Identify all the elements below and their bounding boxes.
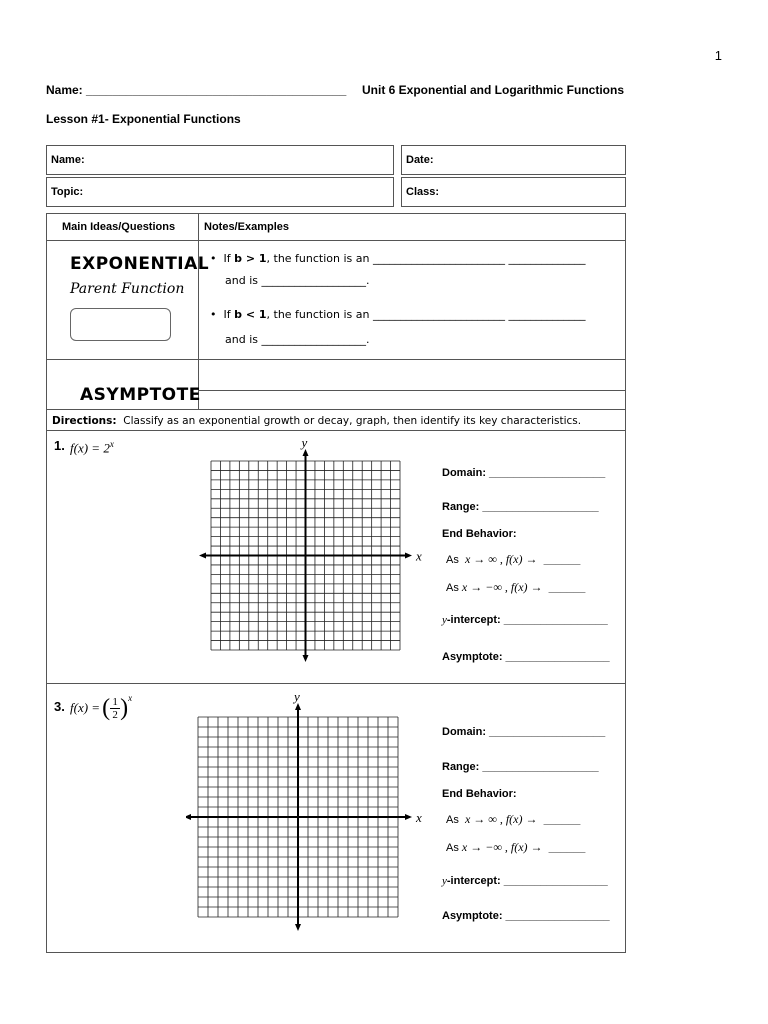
x-axis-label: x <box>416 548 422 564</box>
p1-end-behavior-text: End Behavior: <box>442 528 517 540</box>
x-axis-arrow-right <box>405 553 412 559</box>
bullet-2: • If b < 1, the function is an ________________________ ______________ <box>210 308 586 321</box>
p3-eb1 <box>446 812 580 827</box>
row-line-3 <box>46 409 626 410</box>
problem-3-exp: x <box>128 693 133 703</box>
name-line: Name: _______________________________________ <box>46 83 347 97</box>
y-axis-label: y <box>294 690 300 704</box>
p3-eb2-expr: x → −∞ , f(x) → <box>461 840 543 854</box>
p1-end-behavior <box>442 528 517 540</box>
date-label: Date: <box>406 154 434 166</box>
p3-asymptote <box>442 910 610 922</box>
y-axis-arrow-down <box>303 655 309 662</box>
p1-eb2-as: As <box>446 582 459 594</box>
p1-range <box>442 501 599 513</box>
col-notes: Notes/Examples <box>204 221 289 233</box>
p3-domain-text: Domain: ___________________ <box>442 726 606 738</box>
x-axis-label: x <box>416 810 422 825</box>
p3-asymptote-text: Asymptote: _________________ <box>442 910 610 922</box>
topic-cell <box>46 177 394 207</box>
problem-3-number: 3. <box>54 699 65 714</box>
p1-eb1-expr: x → ∞ , f(x) → <box>464 552 538 566</box>
p3-domain <box>442 726 605 738</box>
p3-range-text: Range: ___________________ <box>442 761 599 773</box>
p1-y-intercept-text: -intercept: _________________ <box>446 614 608 626</box>
problem-1-exp: x <box>109 439 114 449</box>
p1-eb1-blank: ______ <box>543 554 581 566</box>
exponential-title: EXPONENTIAL <box>70 254 210 274</box>
bullet-2-text: , the function is an ________________________ ______________ <box>266 308 586 321</box>
asymptote-title: ASYMPTOTE <box>80 385 201 405</box>
row-line-2 <box>198 390 626 391</box>
y-axis-label: y <box>301 436 308 450</box>
problem-1-function <box>70 439 114 456</box>
problem-3-frac-den: 2 <box>112 708 118 721</box>
class-label: Class: <box>406 186 440 198</box>
y-axis-arrow-down <box>295 924 301 931</box>
p1-eb2-blank: ______ <box>548 582 586 594</box>
bullet-1-if: If <box>223 252 231 265</box>
p3-y-intercept-text: -intercept: _________________ <box>446 875 608 887</box>
p1-y-intercept <box>442 614 608 626</box>
problem-1-number: 1. <box>54 438 65 453</box>
problem-3-frac-num: 1 <box>112 695 118 708</box>
graph-grid-1[interactable] <box>196 436 428 676</box>
bullet-1-text: , the function is an ________________________ ______________ <box>266 252 586 265</box>
p3-range <box>442 761 599 773</box>
p3-end-behavior <box>442 788 517 800</box>
p1-domain <box>442 467 605 479</box>
bullet-2-cond: b < 1 <box>234 308 267 321</box>
p3-eb1-expr: x → ∞ , f(x) → <box>464 812 538 826</box>
p3-y-intercept <box>442 875 608 887</box>
row-line-4 <box>46 430 626 431</box>
topic-label: Topic: <box>51 186 84 198</box>
problem-3-fraction <box>110 696 120 721</box>
p1-eb2 <box>446 580 585 595</box>
x-axis-arrow-left <box>199 553 206 559</box>
x-axis-arrow-right <box>405 814 412 820</box>
p1-eb1 <box>446 552 580 567</box>
page-number: 1 <box>714 48 722 63</box>
parent-function-title: Parent Function <box>70 281 185 297</box>
problem-3-function <box>70 693 132 723</box>
p1-asymptote <box>442 651 610 663</box>
p1-y-intercept-y: y <box>442 614 447 626</box>
lesson-title: Lesson #1- Exponential Functions <box>46 112 241 126</box>
problem-1-func-text: f(x) = 2 <box>70 440 110 456</box>
name-label: Name: <box>51 154 85 166</box>
x-axis-arrow-left <box>186 814 191 820</box>
date-cell <box>401 145 626 175</box>
p1-eb2-expr: x → −∞ , f(x) → <box>461 580 543 594</box>
p1-domain-text: Domain: ___________________ <box>442 467 606 479</box>
bullet-2-line2: and is ___________________. <box>225 333 370 346</box>
p3-eb2-blank: ______ <box>548 842 586 854</box>
directions-text: Classify as an exponential growth or decay, graph, then identify its key characteristics. <box>123 415 582 427</box>
y-axis-arrow-up <box>303 449 309 456</box>
notes-divider <box>198 213 199 409</box>
problem-3-func-text: f(x) = <box>70 700 101 715</box>
bullet-2-if: If <box>223 308 231 321</box>
p3-end-behavior-text: End Behavior: <box>442 788 517 800</box>
p1-asymptote-text: Asymptote: _________________ <box>442 651 610 663</box>
directions-label: Directions: <box>52 415 117 427</box>
p3-eb1-as: As <box>446 814 459 826</box>
row-line-1 <box>46 359 626 360</box>
p3-eb1-blank: ______ <box>543 814 581 826</box>
bullet-1-cond: b > 1 <box>234 252 267 265</box>
class-cell <box>401 177 626 207</box>
p3-eb2 <box>446 840 585 855</box>
col-main-ideas: Main Ideas/Questions <box>62 221 176 233</box>
parent-function-box <box>70 308 171 341</box>
p3-y-intercept-y: y <box>442 875 447 887</box>
unit-title: Unit 6 Exponential and Logarithmic Functions <box>362 83 625 97</box>
bullet-1: • If b > 1, the function is an ________________________ ______________ <box>210 252 586 265</box>
p1-range-text: Range: ___________________ <box>442 501 599 513</box>
name-cell <box>46 145 394 175</box>
directions <box>52 415 581 427</box>
problem-3-rparen: ) <box>120 694 129 721</box>
row-line-5 <box>46 683 626 684</box>
problem-3-lparen: ( <box>102 694 111 721</box>
p1-eb1-as: As <box>446 554 459 566</box>
header-row-line <box>46 240 626 241</box>
bullet-1-line2: and is ___________________. <box>225 274 370 287</box>
graph-grid-3[interactable] <box>186 690 424 942</box>
p3-eb2-as: As <box>446 842 459 854</box>
y-axis-arrow-up <box>295 703 301 710</box>
